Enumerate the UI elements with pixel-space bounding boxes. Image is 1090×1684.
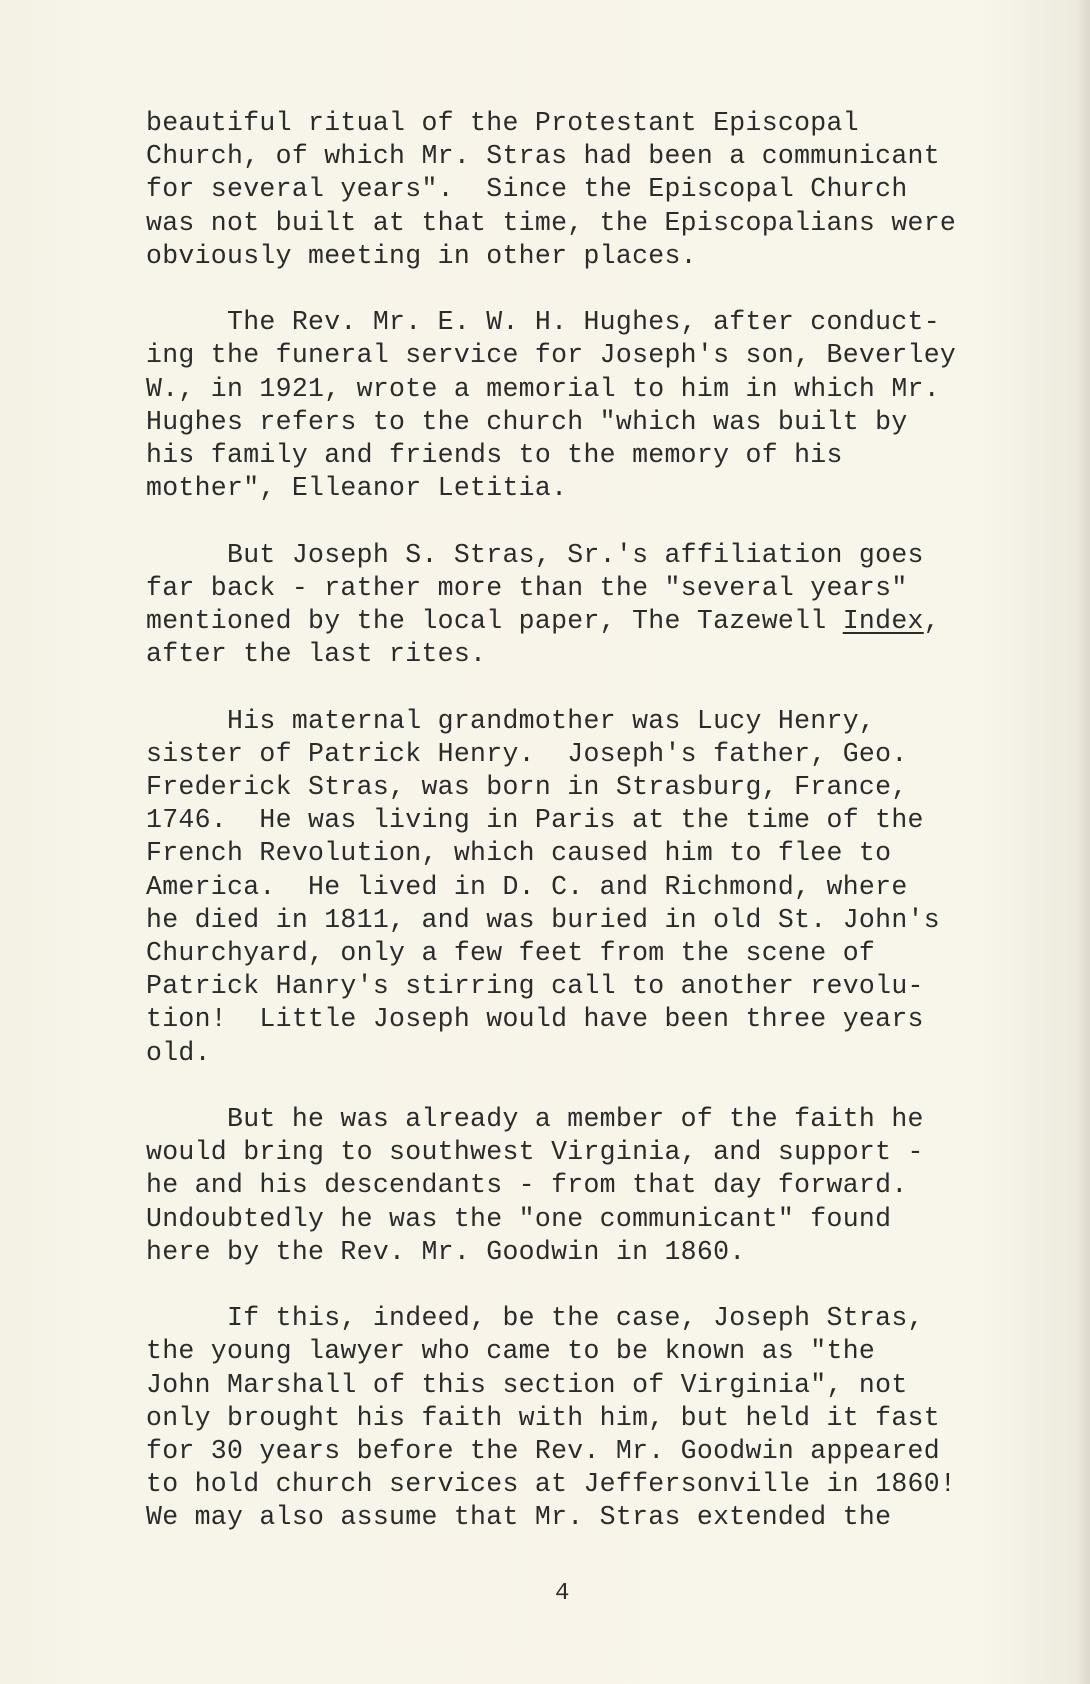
text-line: If this, indeed, be the case, Joseph Stras, [146, 1303, 924, 1334]
publication-title: Index [842, 606, 924, 637]
text-line: But he was already a member of the faith he [146, 1104, 924, 1135]
text-line: here by the Rev. Mr. Goodwin in 1860. [146, 1236, 746, 1267]
paragraph-4 [146, 705, 1006, 1070]
text-line: the young lawyer who came to be known as "the [146, 1336, 876, 1367]
text-line: 1746. He was living in Paris at the time of the [146, 805, 924, 836]
text-line: obviously meeting in other places. [146, 240, 697, 271]
text-line: his family and friends to the memory of his [146, 440, 843, 471]
text-line: after the last rites. [146, 639, 487, 670]
text-line: was not built at that time, the Episcopalians were [146, 207, 957, 238]
text-line: mother", Elleanor Letitia. [146, 473, 568, 504]
text-line: His maternal grandmother was Lucy Henry, [146, 705, 876, 736]
text-segment: mentioned by the local paper, The Tazewell [146, 606, 843, 637]
page-edge-shadow [1076, 0, 1090, 1684]
text-line: old. [146, 1037, 211, 1068]
text-line: French Revolution, which caused him to flee to [146, 838, 892, 869]
text-line: he died in 1811, and was buried in old St. John's [146, 904, 940, 935]
text-line: Frederick Stras, was born in Strasburg, France, [146, 772, 908, 803]
text-line: ing the funeral service for Joseph's son, Beverley [146, 340, 957, 371]
text-line: Churchyard, only a few feet from the scene of [146, 938, 876, 969]
paragraph-5 [146, 1103, 1006, 1269]
text-line: would bring to southwest Virginia, and support - [146, 1137, 924, 1168]
text-line: only brought his faith with him, but held it fast [146, 1402, 940, 1433]
text-line: for several years". Since the Episcopal Church [146, 174, 908, 205]
text-line: for 30 years before the Rev. Mr. Goodwin appeared [146, 1436, 940, 1467]
paragraph-1 [146, 107, 1006, 273]
text-line: tion! Little Joseph would have been three years [146, 1004, 924, 1035]
text-line: to hold church services at Jeffersonville in 1860! [146, 1469, 957, 1500]
text-line: The Rev. Mr. E. W. H. Hughes, after conduct- [146, 307, 940, 338]
text-line: America. He lived in D. C. and Richmond, where [146, 871, 908, 902]
text-line-with-title [146, 605, 1006, 638]
paragraph-2 [146, 306, 1006, 505]
text-line: far back - rather more than the "several years" [146, 572, 908, 603]
body-text [146, 107, 1006, 1568]
page-number: 4 [555, 1580, 570, 1607]
text-line: W., in 1921, wrote a memorial to him in which Mr. [146, 373, 940, 404]
text-line: Undoubtedly he was the "one communicant" found [146, 1203, 892, 1234]
text-line: Church, of which Mr. Stras had been a communicant [146, 141, 940, 172]
text-line: Hughes refers to the church "which was built by [146, 406, 908, 437]
text-line: sister of Patrick Henry. Joseph's father, Geo. [146, 738, 908, 769]
text-line: Patrick Hanry's stirring call to another revolu- [146, 971, 924, 1002]
text-line: he and his descendants - from that day forward. [146, 1170, 908, 1201]
paragraph-6 [146, 1302, 1006, 1534]
paragraph-3 [146, 539, 1006, 672]
text-segment: , [923, 606, 940, 637]
text-line: We may also assume that Mr. Stras extended the [146, 1502, 892, 1533]
text-line: John Marshall of this section of Virginia", not [146, 1369, 908, 1400]
text-line: But Joseph S. Stras, Sr.'s affiliation goes [146, 539, 924, 570]
text-line: beautiful ritual of the Protestant Episcopal [146, 108, 859, 138]
